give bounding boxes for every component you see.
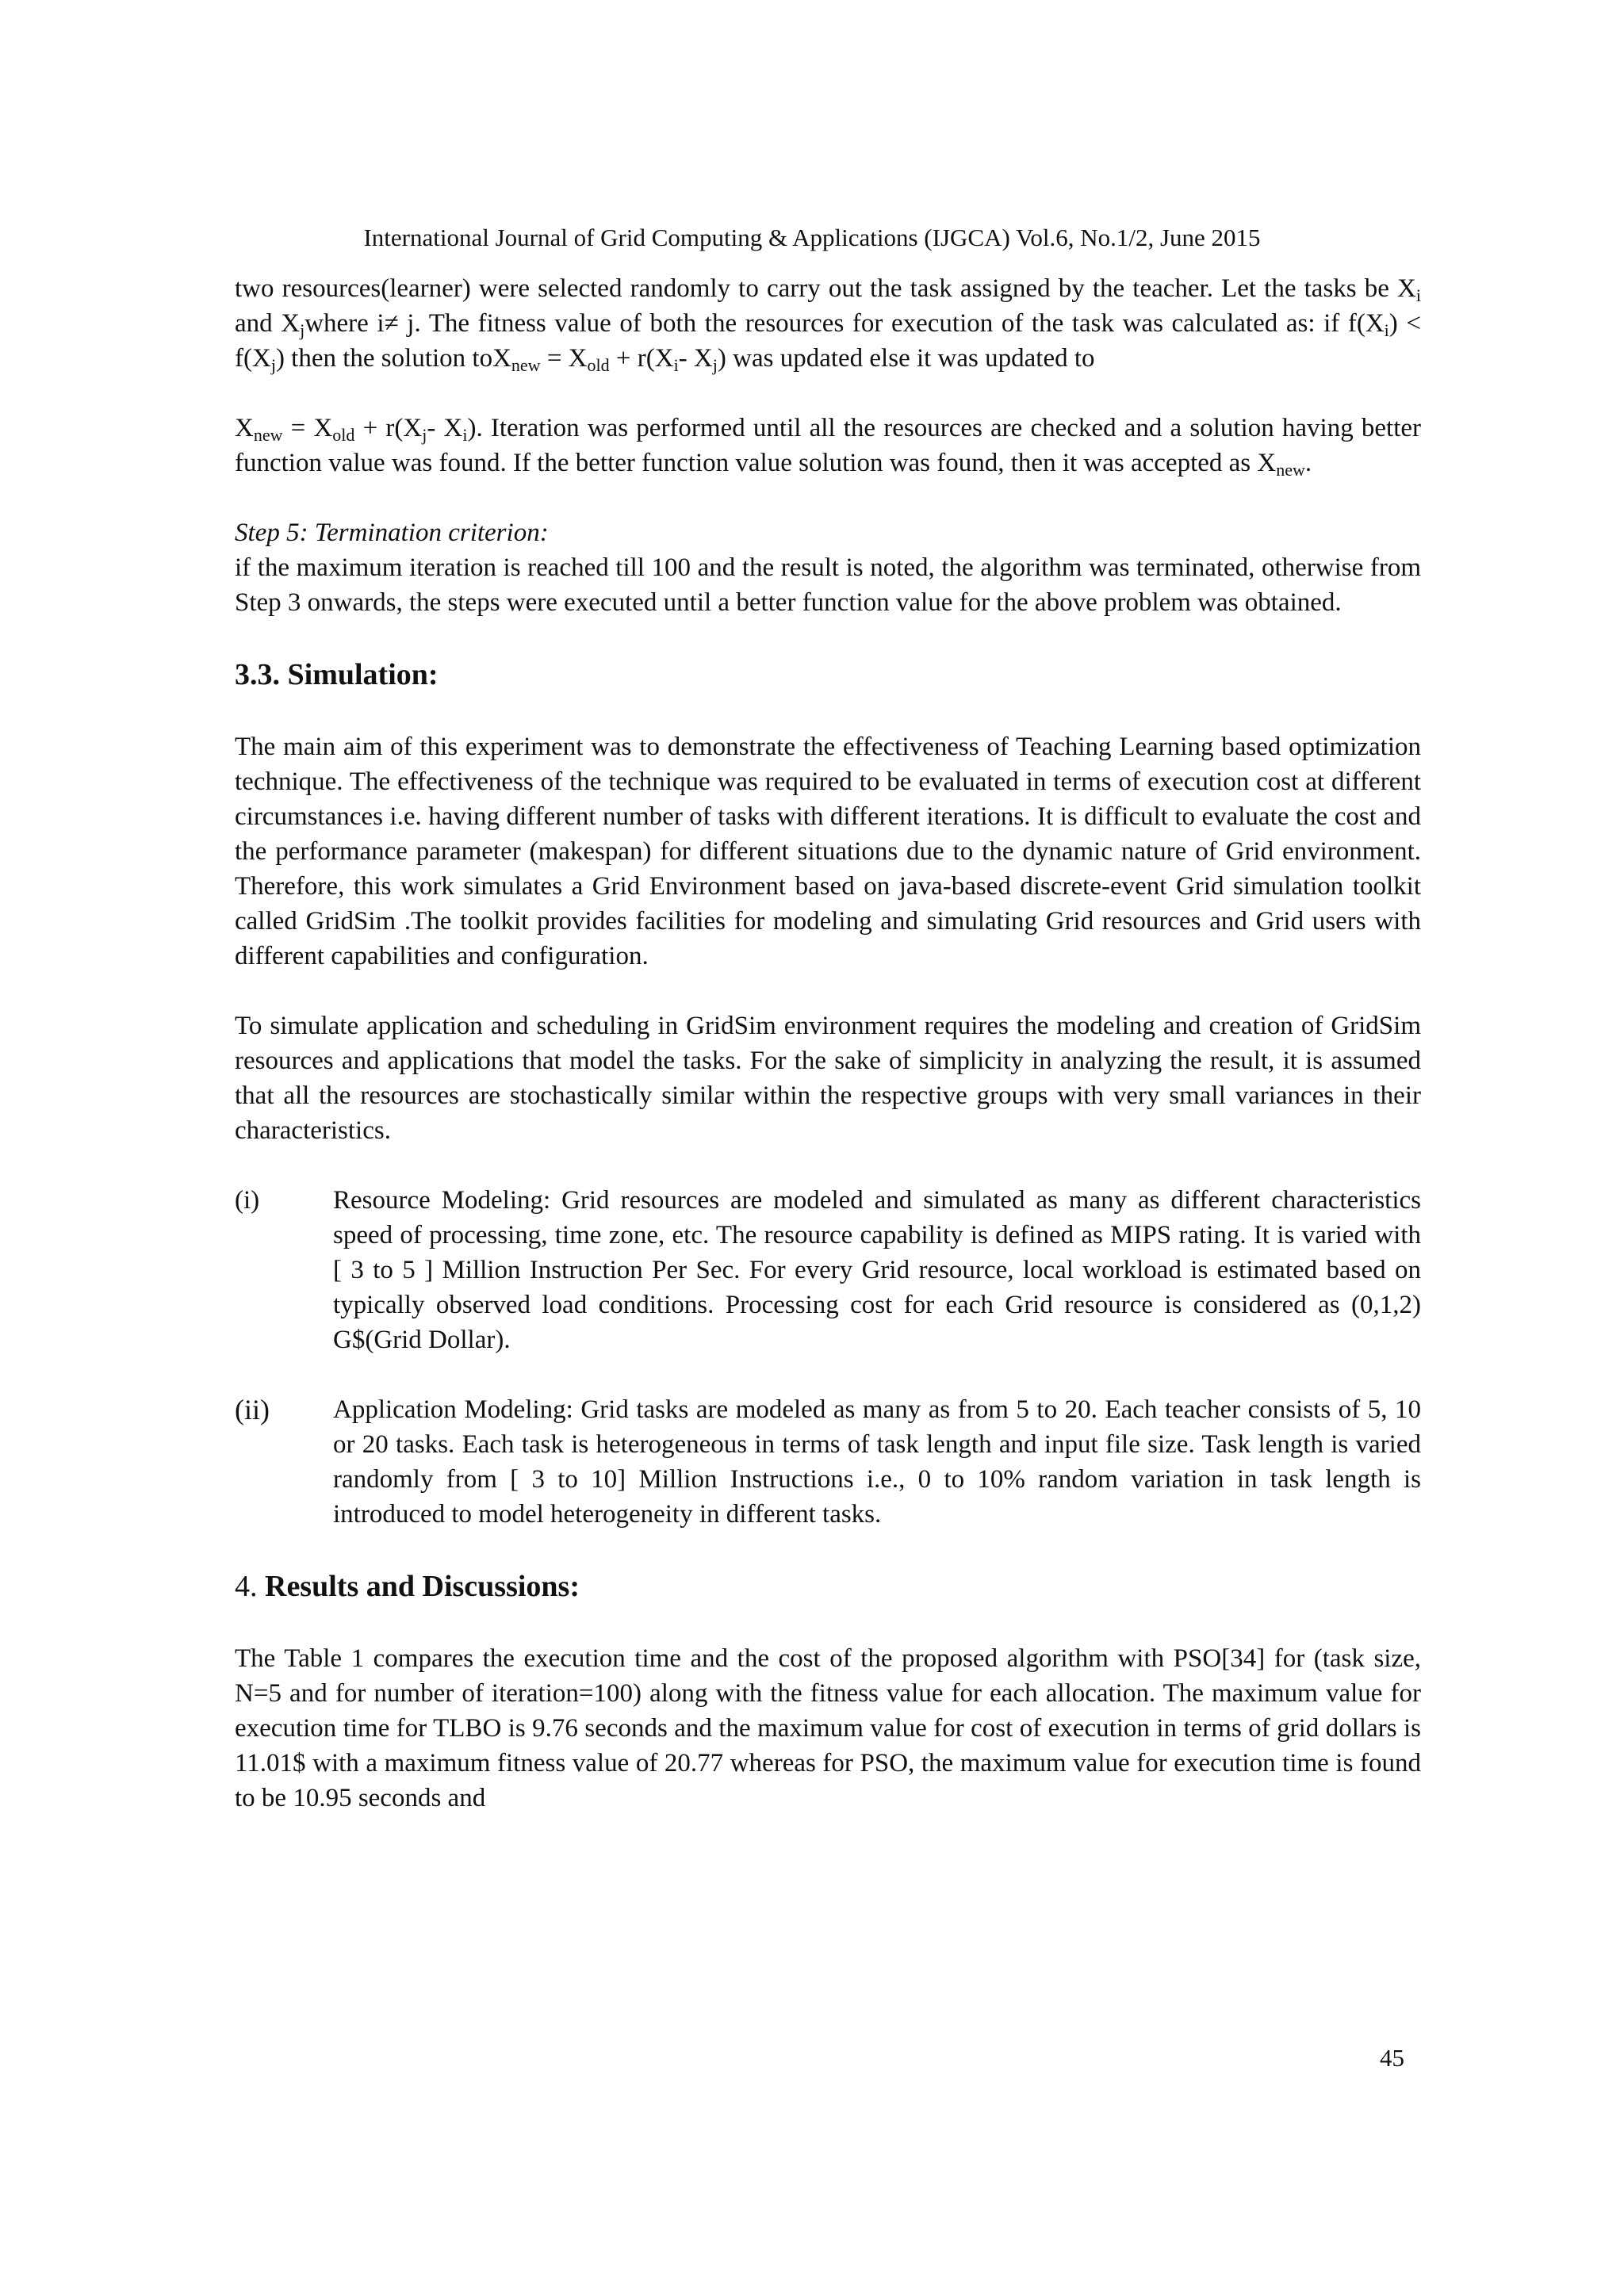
results-paragraph: The Table 1 compares the execution time and the cost of the proposed algorithm with PSO[34] for (task size, N=5 and for number of iteration=100) along with the fitness value for each allocation. The maximum value for execution time for TLBO is 9.76 seconds and the maximum value for cost of execution in terms of grid dollars is 11.01$ with a maximum fitness value of 20.77 whereas for PSO, the maximum value for execution time is found to be 10.95 seconds and: [235, 1644, 1421, 1812]
list-item-text: Application Modeling: Grid tasks are modeled as many as from 5 to 20. Each teacher consists of 5, 10 or 20 tasks. Each task is heterogeneous in terms of task length and input file size. Task length is varied randomly from [ 3 to 10] Million Instructions i.e., 0 to 10% random variation in task length is introduced to model heterogeneity in different tasks.: [333, 1395, 1421, 1529]
section-heading-simulation: 3.3. Simulation:: [235, 658, 439, 691]
page-number: 45: [1380, 2044, 1404, 2072]
step5-paragraph: if the maximum iteration is reached till 100 and the result is noted, the algorithm was terminated, otherwise from Step 3 onwards, the steps were executed until a better function value for the above problem was obtained.: [235, 553, 1421, 617]
list-marker: (i): [235, 1186, 260, 1215]
list-item: [235, 1392, 1421, 1532]
simulation-paragraph-1: The main aim of this experiment was to demonstrate the effectiveness of Teaching Learning based optimization technique. The effectiveness of the technique was required to be evaluated in terms of execution cost at different circumstances i.e. having different number of tasks with different iterations. It is difficult to evaluate the cost and the performance parameter (makespan) for different situations due to the dynamic nature of Grid environment. Therefore, this work simulates a Grid Environment based on java-based discrete-event Grid simulation toolkit called GridSim .The toolkit provides facilities for modeling and simulating Grid resources and Grid users with different capabilities and configuration.: [235, 733, 1421, 970]
list-marker: (ii): [235, 1394, 270, 1425]
update-rule-paragraph: $X_{new} = X_{old} + r(X_j-$ $X_i$). Iteration was performed until all the resources are checked and a solution having better function value was found. If the better function value solution was found, then it was accepted as $X_{new}$.: [235, 414, 1422, 480]
step5-title: Step 5: Termination criterion:: [235, 519, 549, 547]
list-item: [235, 1183, 1421, 1357]
section-heading-results: 4. Results and Discussions:: [235, 1570, 580, 1603]
simulation-paragraph-2: To simulate application and scheduling in GridSim environment requires the modeling and creation of GridSim resources and applications that model the tasks. For the sake of simplicity in analyzing the result, it is assumed that all the resources are stochastically similar within the respective groups with very small variances in their characteristics.: [235, 1012, 1421, 1145]
page-body: [235, 271, 1421, 1816]
list-item-text: Resource Modeling: Grid resources are modeled and simulated as many as different characteristics speed of processing, time zone, etc. The resource capability is defined as MIPS rating. It is varied with [ 3 to 5 ] Million Instruction Per Sec. For every Grid resource, local workload is estimated based on typically observed load conditions. Processing cost for each Grid resource is considered as (0,1,2) G$(Grid Dollar).: [333, 1186, 1421, 1354]
journal-header: International Journal of Grid Computing & Applications (IJGCA) Vol.6, No.1/2, June 2015: [363, 224, 1261, 251]
intro-paragraph: two resources(learner) were selected randomly to carry out the task assigned by the teacher. Let the tasks be $X_i$ and $X_jwhere$ i≠ j. The fitness value of both the resources for execution of the task was calculated as: if $f(X_i) < f(X_j)$ then the solution $toX_{new} = X_{old} + r(X_i-$ $X_j$) was updated else it was updated to: [235, 274, 1421, 376]
